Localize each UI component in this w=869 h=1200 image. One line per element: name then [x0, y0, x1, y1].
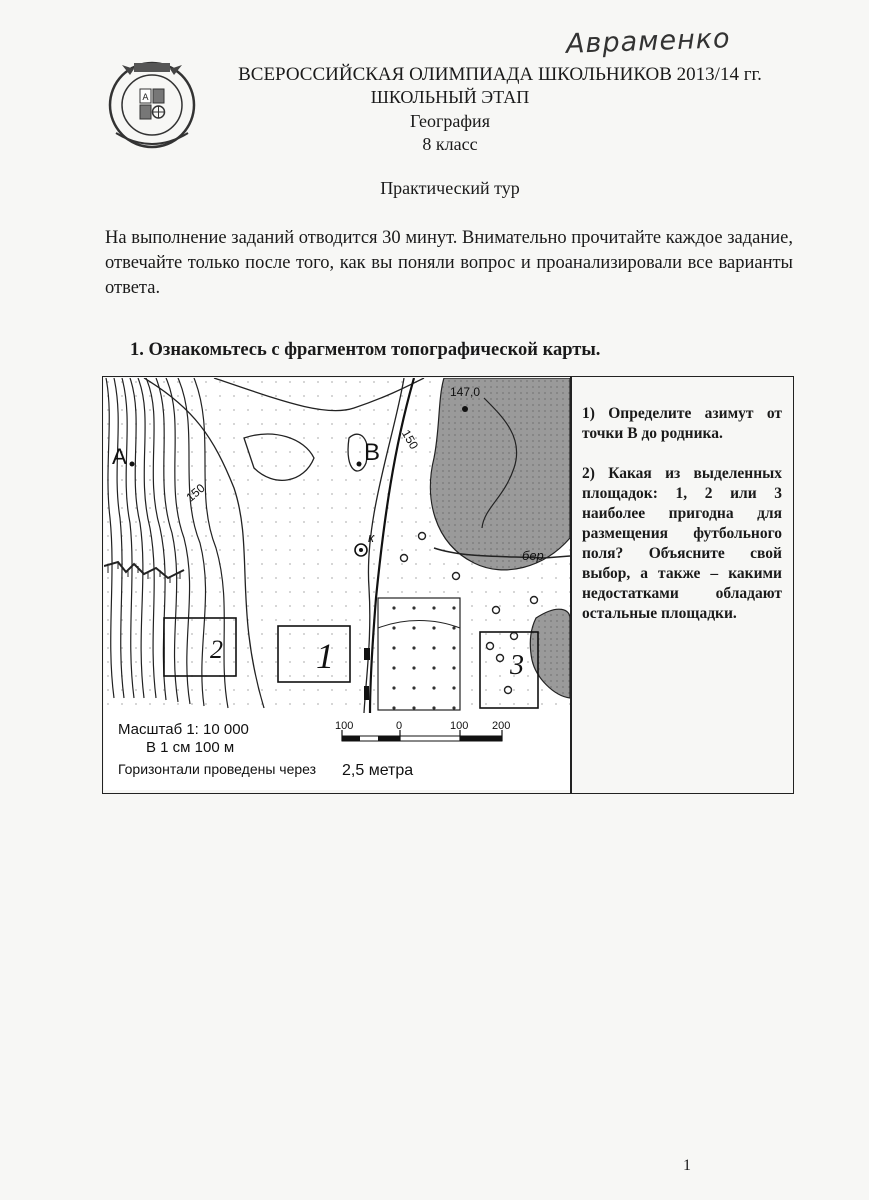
- contour-label-top: 150: [398, 427, 422, 452]
- page-number: 1: [683, 1157, 691, 1174]
- handwritten-student-name: Авраменко: [565, 23, 732, 60]
- olympiad-emblem-icon: [104, 55, 200, 151]
- scale-bar-label-zero: 0: [396, 720, 403, 732]
- scale-title: Масштаб 1: 10 000: [118, 721, 249, 738]
- header-stage: ШКОЛЬНЫЙ ЭТАП: [370, 87, 530, 107]
- olympiad-logo: [104, 55, 200, 151]
- point-b-label: В: [364, 439, 381, 466]
- scale-bar-label-100: 100: [450, 720, 469, 732]
- scale-bar-label-left: 100: [335, 720, 354, 732]
- river-label: бер: [522, 548, 544, 563]
- header-subject: География: [410, 111, 490, 131]
- plot-1-label: 1: [316, 636, 334, 676]
- spring-label: к: [368, 530, 375, 545]
- task-questions: [582, 404, 782, 644]
- tour-title: Практический тур: [380, 178, 520, 198]
- elevation-point: [462, 406, 468, 412]
- header-organization: ВСЕРОССИЙСКАЯ ОЛИМПИАДА ШКОЛЬНИКОВ 2013/14 гг.: [238, 64, 762, 85]
- elevation-label: 147,0: [450, 385, 481, 399]
- question-2: 2) Какая из выделенных площадок: 1, 2 или 3 наиболее пригодна для размещения футбольного поля? Объясните свой выбор, а также – какими недостатками обладают остальные площадки.: [582, 465, 782, 622]
- point-a-label: А: [112, 444, 127, 469]
- plot-2-label: 2: [210, 635, 223, 664]
- plot-3-label: 3: [510, 650, 524, 681]
- task-title: 1. Ознакомьтесь с фрагментом топографической карты.: [130, 340, 601, 360]
- point-a-marker: [130, 462, 135, 467]
- intro-paragraph: На выполнение заданий отводится 30 минут. Внимательно прочитайте каждое задание, отвечайте только после того, как вы поняли вопрос и проанализировали все варианты ответа.: [105, 228, 793, 298]
- header-grade: 8 класс: [422, 134, 478, 154]
- svg-text:A: A: [142, 93, 149, 103]
- table-divider: [570, 376, 572, 794]
- contour-note: Горизонтали проведены через: [118, 761, 317, 777]
- contour-label-left: 150: [183, 480, 208, 505]
- question-1: 1) Определите азимут от точки В до родника.: [582, 405, 782, 442]
- point-b-marker: [357, 462, 362, 467]
- scale-bar-label-200: 200: [492, 720, 511, 732]
- topographic-map: [104, 378, 570, 790]
- contour-interval: 2,5 метра: [342, 762, 414, 779]
- scale-cm: В 1 см 100 м: [146, 739, 235, 756]
